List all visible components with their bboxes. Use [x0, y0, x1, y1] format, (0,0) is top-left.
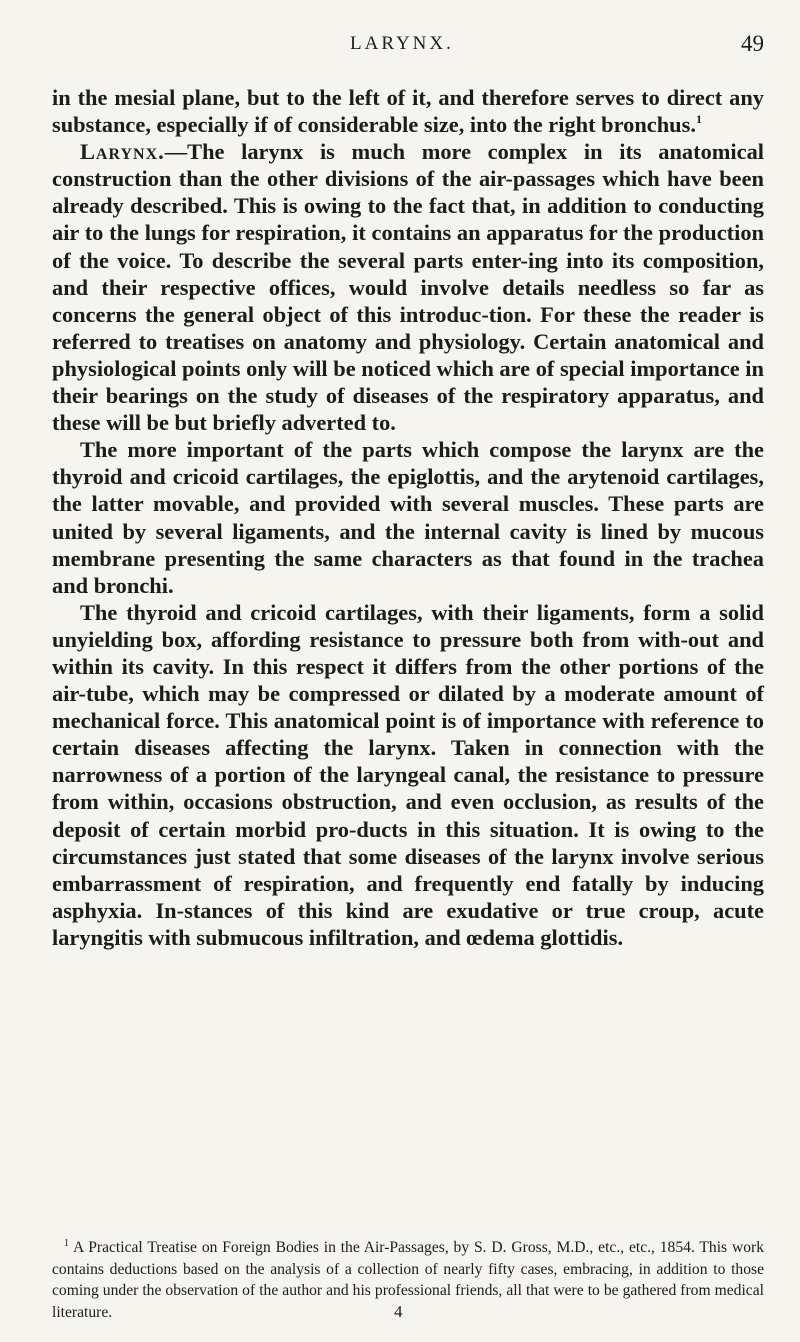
paragraph-continuation — [52, 84, 764, 138]
paragraph-text: in the mesial plane, but to the left of it, and therefore serves to direct any substance, especially if of considerable size, into the right bronchus. — [52, 85, 764, 138]
signature-mark: 4 — [394, 1302, 403, 1321]
paragraph-cartilages: The thyroid and cricoid cartilages, with their ligaments, form a solid unyielding box, affording resistance to pressure both from with-out and within its cavity. In this respect it differs from the other portions of the air-tube, which may be compressed or dilated by a moderate amount of mechanical force. This anatomical point is of importance with reference to certain diseases affecting the larynx. Taken in connection with the narrowness of a portion of the laryngeal canal, the resistance to pressure from within, occasions obstruction, and even occlusion, as results of the deposit of certain morbid pro-ducts in this situation. It is owing to the circumstances just stated that some diseases of the larynx involve serious embarrassment of respiration, and frequently end fatally by inducing asphyxia. In-stances of this kind are exudative or true croup, acute laryngitis with submucous infiltration, and œdema glottidis. — [52, 599, 764, 950]
footnote-reference: 1 — [695, 112, 702, 127]
running-head — [0, 33, 800, 63]
footnote-marker: 1 — [64, 1238, 69, 1249]
footnote — [52, 1237, 764, 1323]
paragraph-text: —The larynx is much more complex in its anatomical construction than the other divisions of the air-passages which have been already described. This is owing to the fact that, in addition to conducting air to the lungs for respiration, it contains an apparatus for the production of the voice. To describe the several parts enter-ing into its composition, and their respective offices, would involve details needless so far as concerns the general object of this introduc-tion. For these the reader is referred to treatises on anatomy and physiology. Certain anatomical and physiological points only will be noticed which are of special importance in their bearings on the study of diseases of the respiratory apparatus, and these will be but briefly adverted to. — [52, 139, 764, 436]
running-title: LARYNX. — [350, 33, 454, 54]
section-heading: Larynx. — [80, 139, 165, 165]
page-number: 49 — [741, 31, 764, 56]
paragraph-larynx — [52, 138, 764, 436]
footnote-text: A Practical Treatise on Foreign Bodies in the Air-Passages, by S. D. Gross, M.D., etc., etc., 1854. This work contains deductions based on the analysis of a collection of nearly fifty cases, embracing, in addition to those coming under the observation of the author and his professional friends, all that were to be gathered from medical literature. — [52, 1239, 765, 1321]
body-text — [52, 84, 764, 951]
paragraph-parts: The more important of the parts which compose the larynx are the thyroid and cricoid cartilages, the epiglottis, and the arytenoid cartilages, the latter movable, and provided with several muscles. These parts are united by several ligaments, and the internal cavity is lined by mucous membrane presenting the same characters as that found in the trachea and bronchi. — [52, 437, 764, 598]
